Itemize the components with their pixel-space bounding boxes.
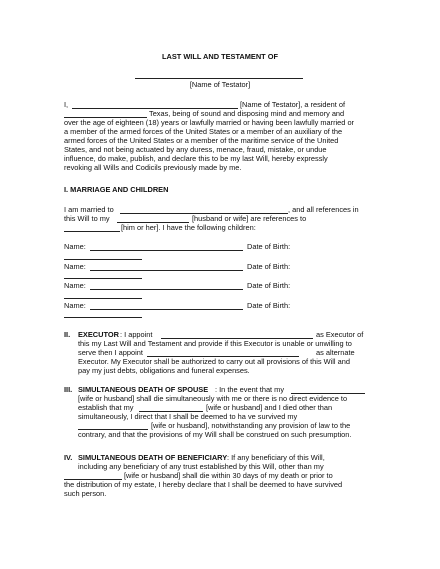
child-1-dob-label: Date of Birth: xyxy=(247,242,291,251)
section-3-line-5: [wife or husband], notwithstanding any provision of law to the xyxy=(151,421,351,430)
section-4-line-2: including any beneficiary of any trust established by this Will, other than my xyxy=(78,462,324,471)
child-2-name-label: Name: xyxy=(64,262,86,271)
section-3-title: SIMULTANEOUS DEATH OF SPOUSE xyxy=(78,385,209,394)
child-4-name-label: Name: xyxy=(64,301,86,310)
child-4-dob-blank[interactable] xyxy=(64,317,142,318)
section-1-line-2-prefix: this Will to my xyxy=(64,214,110,223)
section-2-line-1-b: as Executor of xyxy=(316,330,364,339)
section-3-line-3-a: establish that my xyxy=(78,403,134,412)
child-4-dob-label: Date of Birth: xyxy=(247,301,291,310)
section-2-title: EXECUTOR xyxy=(78,330,119,339)
section-4-line-4: the distribution of my estate, I hereby declare that I shall be deemed to have survived xyxy=(64,480,343,489)
section-1-line-1-prefix: I am married to xyxy=(64,205,114,214)
child-2-dob-label: Date of Birth: xyxy=(247,262,291,271)
child-2-name-blank[interactable] xyxy=(90,270,243,271)
section-4-title: SIMULTANEOUS DEATH OF BENEFICIARY xyxy=(78,453,228,462)
intro-line-8: revoking all Wills and Codicils previously made by me. xyxy=(64,163,242,172)
section-3-number: III. xyxy=(64,385,73,394)
child-2-dob-blank[interactable] xyxy=(64,278,142,279)
section-2-line-5: pay my just debts, obligations and funeral expenses. xyxy=(78,366,250,375)
section-3-line-2: [wife or husband] shall die simultaneously with me or there is no direct evidence to xyxy=(78,394,348,403)
intro-line-7: influence, do make, publish, and declare this to be my last Will, hereby expressly xyxy=(64,154,328,163)
section-2-line-2: this my Last Will and Testament and provide if this Executor is unable or unwilling to xyxy=(78,339,352,348)
intro-line-3: over the age of eighteen (18) years or lawfully married or having been lawfully married or xyxy=(64,118,355,127)
testator-caption: [Name of Testator] xyxy=(189,80,251,89)
section-4-line-5: such person. xyxy=(64,489,107,498)
section-3-line-3-b: [wife or husband] and I died other than xyxy=(206,403,333,412)
section-2-number: II. xyxy=(64,330,71,339)
section-4-line-1-a: : If any beneficiary of this Will, xyxy=(227,453,325,462)
testator-name-line[interactable] xyxy=(135,78,303,79)
child-3-name-label: Name: xyxy=(64,281,86,290)
intro-line-1-prefix: I, xyxy=(64,100,69,109)
section-1-line-2-suffix: [husband or wife] are references to xyxy=(192,214,307,223)
intro-line-1-suffix: [Name of Testator], a resident of xyxy=(240,100,346,109)
child-3-dob-blank[interactable] xyxy=(64,298,142,299)
section-1-line-3: [him or her]. I have the following children: xyxy=(121,223,256,232)
document-title: LAST WILL AND TESTAMENT OF xyxy=(161,52,279,61)
section-2-line-1-a: : I appoint xyxy=(120,330,153,339)
section-3-line-6: contrary, and that the provisions of my Will shall be construed on such presumption. xyxy=(78,430,352,439)
pronoun-blank[interactable] xyxy=(64,231,120,232)
section-3-line-1-a: : In the event that my xyxy=(215,385,285,394)
child-1-name-blank[interactable] xyxy=(90,250,243,251)
child-1-dob-blank[interactable] xyxy=(64,259,142,260)
section-2-line-4: Executor. My Executor shall be authorized to carry out all provisions of this Will and xyxy=(78,357,350,366)
section-3-line-4: simultaneously, I direct that I shall be deemed to ha ve survived my xyxy=(78,412,298,421)
intro-line-5: armed forces of the United States or a member of the maritime service of the United xyxy=(64,136,339,145)
intro-line-2: Texas, being of sound and disposing mind and memory and xyxy=(149,109,345,118)
intro-line-6: States, and not being actuated by any duress, menace, fraud, mistake, or undue xyxy=(64,145,327,154)
child-3-dob-label: Date of Birth: xyxy=(247,281,291,290)
section-2-line-3-b: as alternate xyxy=(316,348,355,357)
section-1-line-1-suffix: , and all references in xyxy=(288,205,359,214)
child-4-name-blank[interactable] xyxy=(90,309,243,310)
section-1-heading: I. MARRIAGE AND CHILDREN xyxy=(64,185,169,194)
child-3-name-blank[interactable] xyxy=(90,289,243,290)
child-1-name-label: Name: xyxy=(64,242,86,251)
section-2-line-3-a: serve then I appoint xyxy=(78,348,143,357)
intro-line-4: a member of the armed forces of the United States or a member of an auxiliary of the xyxy=(64,127,343,136)
section-4-number: IV. xyxy=(64,453,73,462)
section-4-line-3: [wife or husband] shall die within 30 days of my death or prior to xyxy=(124,471,333,480)
